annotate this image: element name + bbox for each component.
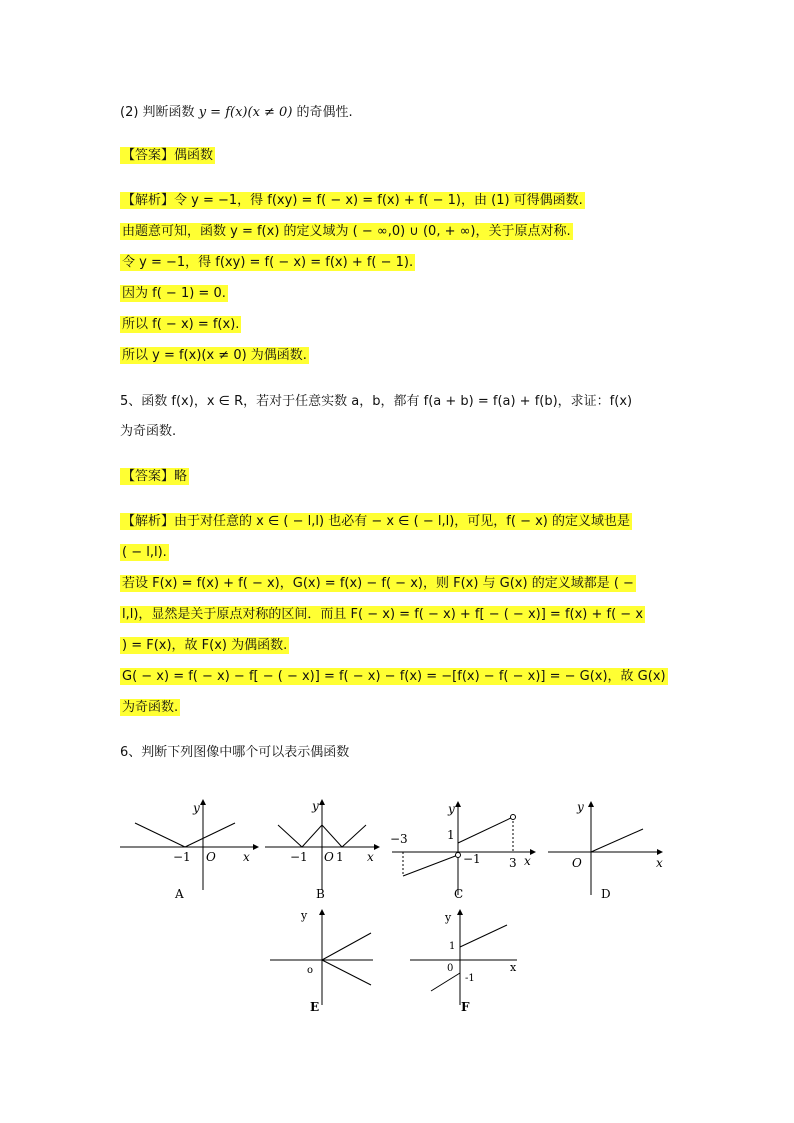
- analysis-2-line-5: ) = F(x)，故 F(x) 为偶函数.: [122, 638, 288, 653]
- x-arrow: [253, 844, 259, 850]
- y-label: y: [193, 801, 200, 815]
- graph-e: [265, 905, 380, 1015]
- analysis-1-line-3: 令 y = −1，得 f(xy) = f( − x) = f(x) + f( − 1).: [122, 255, 414, 270]
- graph-e-upper-ray: [322, 933, 371, 960]
- graph-c-upper-segment: [458, 817, 513, 843]
- svg-text:y: y: [577, 800, 584, 814]
- graph-f-upper-line: [460, 925, 507, 947]
- answer-1-text: 【答案】偶函数: [122, 148, 214, 163]
- answer-2-text: 【答案】略: [122, 469, 188, 484]
- analysis-1-line-5: 所以 f( − x) = f(x).: [122, 317, 240, 332]
- question-2: [120, 103, 353, 123]
- svg-text:3: 3: [509, 856, 517, 870]
- svg-text:y: y: [445, 911, 452, 924]
- question-5-line-1: 5、函数 f(x)，x ∈ R，若对于任意实数 a，b，都有 f(a + b) = f(a) + f(b)，求证：f(x): [120, 394, 633, 409]
- analysis-2-line-1: 【解析】由于对任意的 x ∈ ( − l,l) 也必有 − x ∈ ( − l,l)，可见，f( − x) 的定义域也是: [122, 514, 631, 529]
- svg-text:1: 1: [336, 850, 344, 864]
- caption-f: F: [461, 1000, 470, 1014]
- graph-d-line: [591, 829, 643, 852]
- graph-f: [405, 905, 530, 1015]
- svg-text:x: x: [524, 854, 531, 868]
- svg-text:−1: −1: [463, 852, 481, 866]
- graph-e-lower-ray: [322, 960, 371, 985]
- svg-text:−3: −3: [390, 832, 408, 846]
- analysis-1-line-6: 所以 y = f(x)(x ≠ 0) 为偶函数.: [122, 348, 307, 363]
- caption-d: D: [601, 887, 611, 901]
- svg-text:o: o: [307, 965, 314, 976]
- analysis-1-line-1: 【解析】令 y = −1，得 f(xy) = f( − x) = f(x) + f( − 1)，由 (1) 可得偶函数.: [122, 193, 583, 208]
- caption-e: E: [310, 1000, 320, 1014]
- caption-c: C: [454, 887, 464, 901]
- origin-label: O: [206, 850, 216, 864]
- svg-text:O: O: [324, 850, 334, 864]
- graph-b: [262, 795, 387, 905]
- svg-text:x: x: [656, 856, 663, 870]
- answer-2: [120, 467, 189, 487]
- q2-suffix: 的奇偶性.: [296, 105, 353, 120]
- analysis-2-line-6: G( − x) = f( − x) − f[ − ( − x)] = f( − x) − f(x) = −[f(x) − f( − x)] = − G(x)，故 G(x): [122, 669, 666, 684]
- graph-d: [545, 795, 670, 905]
- analysis-2-line-7: 为奇函数.: [122, 700, 179, 715]
- analysis-1-line-4: 因为 f( − 1) = 0.: [122, 286, 226, 301]
- analysis-2-line-4: l,l)，显然是关于原点对称的区间．而且 F( − x) = f( − x) + f[ − ( − x)] = f(x) + f( − x: [122, 607, 644, 622]
- analysis-1-line-2: 由题意可知，函数 y = f(x) 的定义域为 ( − ∞,0) ∪ (0, + ∞)，关于原点对称.: [122, 224, 571, 239]
- tick-minus-1: −1: [173, 850, 191, 864]
- svg-text:−1: −1: [290, 850, 308, 864]
- graph-f-lower-line: [431, 973, 460, 991]
- graph-a: [115, 795, 260, 905]
- question-5-line-2: 为奇函数.: [120, 424, 177, 439]
- question-6: 6、判断下列图像中哪个可以表示偶函数: [120, 745, 350, 760]
- svg-text:x: x: [510, 961, 517, 974]
- svg-text:1: 1: [447, 828, 455, 842]
- graph-a-left-line: [135, 823, 185, 847]
- q2-func: y = f(x)(x ≠ 0): [198, 105, 293, 120]
- graph-a-right-line: [185, 823, 235, 847]
- graph-c-lower-segment: [403, 855, 458, 876]
- y-arrow: [200, 799, 206, 805]
- analysis-2-line-2: ( − l,l).: [122, 545, 167, 560]
- svg-text:y: y: [312, 799, 319, 813]
- caption-b: B: [316, 887, 325, 901]
- svg-text:y: y: [301, 909, 308, 922]
- svg-text:-1: -1: [465, 973, 475, 984]
- answer-1: [120, 146, 215, 166]
- open-point-3: [511, 815, 516, 820]
- caption-a: A: [175, 887, 184, 901]
- analysis-2-line-3: 若设 F(x) = f(x) + f( − x)，G(x) = f(x) − f( − x)，则 F(x) 与 G(x) 的定义域都是 ( −: [122, 576, 634, 591]
- svg-text:1: 1: [449, 941, 456, 952]
- q2-label: (2) 判断函数: [120, 105, 195, 120]
- svg-text:O: O: [572, 856, 582, 870]
- svg-text:x: x: [367, 850, 374, 864]
- x-label: x: [243, 850, 250, 864]
- svg-text:0: 0: [447, 963, 454, 974]
- svg-text:y: y: [448, 802, 455, 816]
- graph-c: [390, 795, 545, 905]
- open-point-origin: [456, 853, 461, 858]
